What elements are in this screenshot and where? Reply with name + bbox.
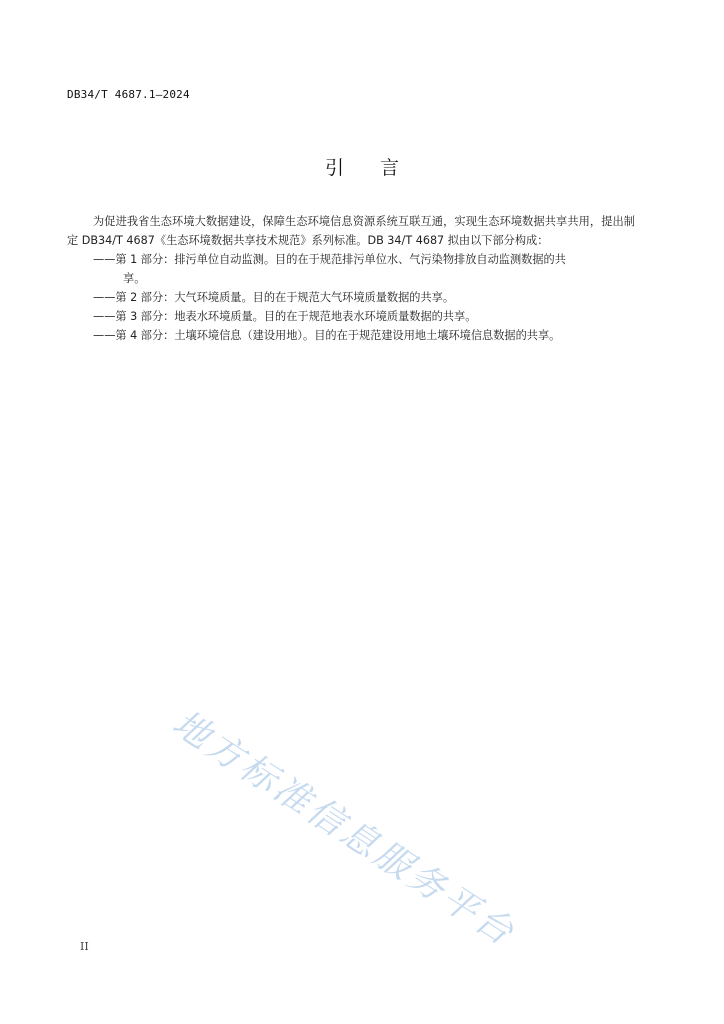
list-item-continuation: 享。 bbox=[123, 272, 146, 285]
list-item-text: ——第 4 部分：土壤环境信息（建设用地）。目的在于规范建设用地土壤环境信息数据的共享。 bbox=[93, 329, 561, 342]
list-item-text: ——第 1 部分：排污单位自动监测。目的在于规范排污单位水、气污染物排放自动监测数据的共 bbox=[93, 253, 566, 266]
list-item-part-4 bbox=[67, 326, 635, 345]
watermark: 地方标准信息服务平台 bbox=[165, 702, 524, 956]
intro-section bbox=[67, 212, 635, 345]
standard-code-header: DB34/T 4687.1—2024 bbox=[67, 88, 190, 101]
list-item-text: ——第 3 部分：地表水环境质量。目的在于规范地表水环境质量数据的共享。 bbox=[93, 310, 477, 323]
list-item-part-3 bbox=[67, 307, 635, 326]
list-item-text: ——第 2 部分：大气环境质量。目的在于规范大气环境质量数据的共享。 bbox=[93, 291, 455, 304]
page-title: 引言 bbox=[324, 157, 435, 179]
list-item-part-2 bbox=[67, 288, 635, 307]
intro-paragraph: 为促进我省生态环境大数据建设，保障生态环境信息资源系统互联互通，实现生态环境数据共享共用，提出制定 DB34/T 4687《生态环境数据共享技术规范》系列标准。DB 34/T 4687 拟由以下部分构成： bbox=[67, 215, 635, 247]
page-number: II bbox=[80, 940, 89, 953]
list-item-part-1 bbox=[67, 250, 635, 288]
